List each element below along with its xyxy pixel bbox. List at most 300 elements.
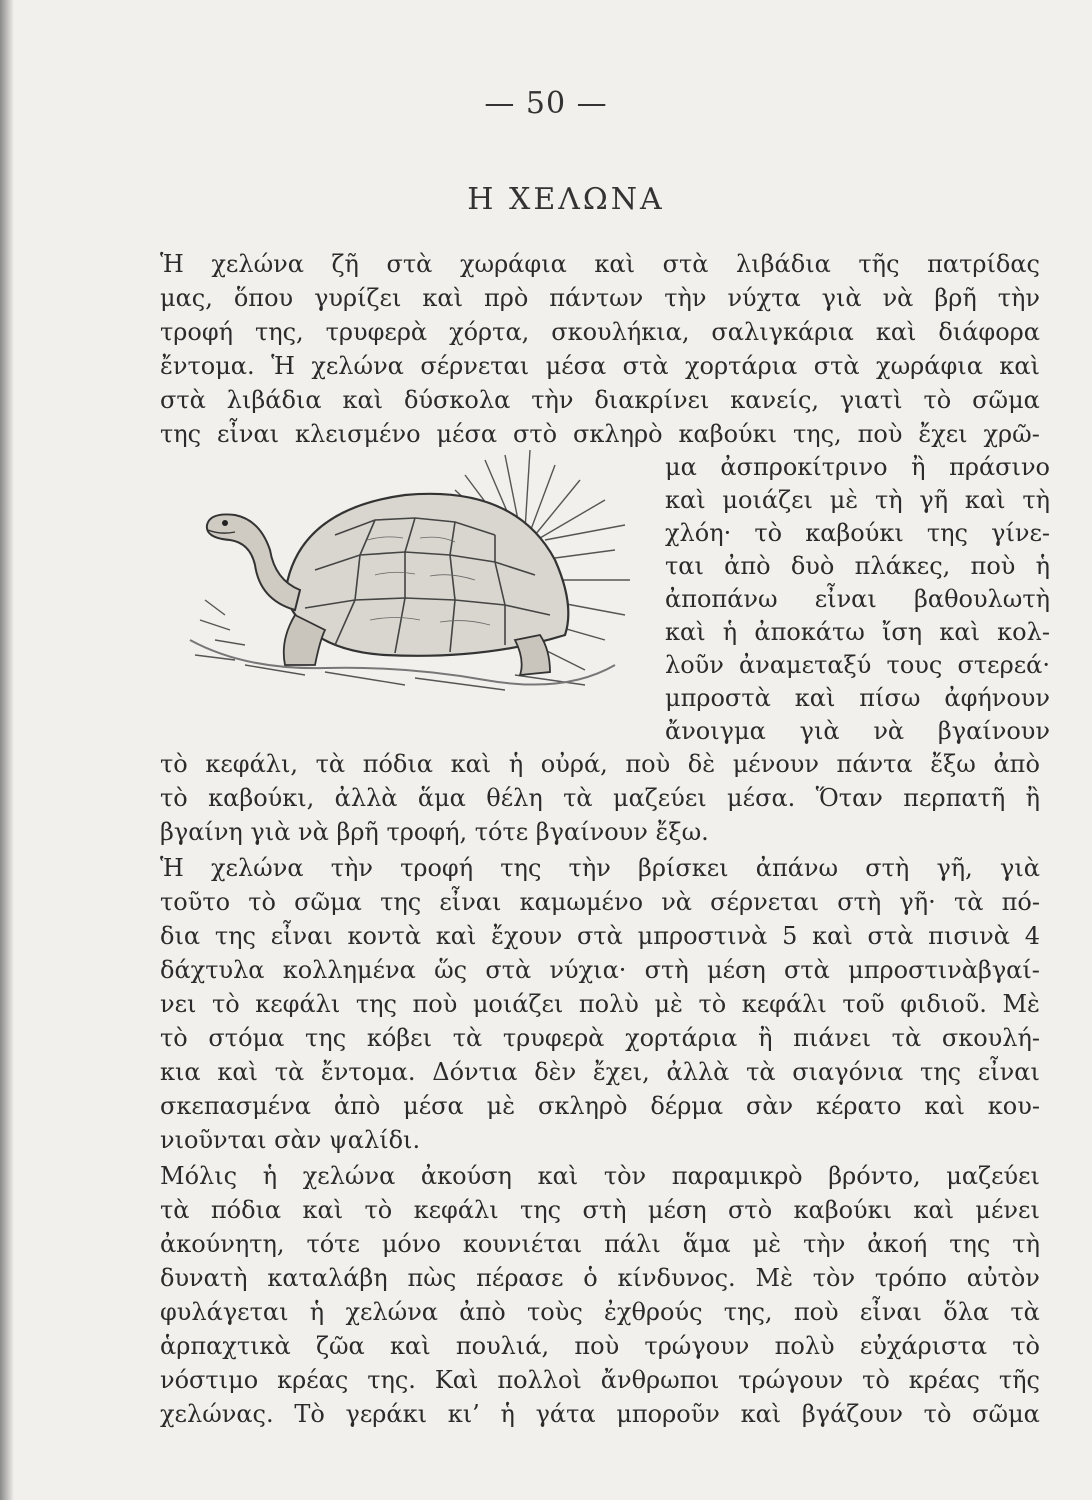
word: τῆς — [858, 250, 900, 278]
word: τροφή — [400, 854, 474, 882]
text-line — [160, 951, 1040, 989]
word: σκληρὸ — [537, 1092, 628, 1120]
word: ἅμα — [682, 1230, 731, 1258]
word: Καὶ — [434, 1366, 479, 1394]
word: Ὅταν — [815, 784, 883, 812]
word: καὶ — [217, 1058, 258, 1086]
word: της — [160, 420, 202, 448]
word: της — [305, 1024, 347, 1052]
word: μόνο — [381, 1230, 441, 1258]
word: ἀφήνουν — [944, 684, 1050, 712]
word: ἔχει — [918, 420, 968, 448]
word: παραμικρὸ — [671, 1162, 803, 1190]
word: τὴν — [997, 284, 1040, 312]
word: στὰ — [622, 352, 669, 380]
word: σῶμα — [294, 888, 362, 916]
word: εἶναι — [217, 420, 280, 448]
word: ἔχουν — [491, 922, 563, 950]
word: νὰ — [882, 284, 914, 312]
word: στὴ — [644, 956, 689, 984]
word: ποὺ — [625, 750, 671, 778]
text-line — [160, 1361, 1040, 1399]
word: θέλη — [486, 784, 543, 812]
word: χελώνα — [210, 854, 304, 882]
word: τὸ — [923, 386, 952, 414]
word: περπατῆ — [903, 784, 1006, 812]
word: τὸ — [160, 1024, 188, 1052]
word: τὰ — [891, 1024, 922, 1052]
word: καβούκι — [678, 420, 778, 448]
word: στὰ — [813, 352, 860, 380]
word: ἡ — [1035, 552, 1050, 580]
word: ποὺ — [574, 1332, 620, 1360]
word: ἀπὸ — [724, 552, 771, 580]
word: μέση — [647, 1196, 707, 1224]
word: δέρμα — [650, 1092, 724, 1120]
word: μὲ — [752, 1230, 782, 1258]
word: της, — [723, 1298, 773, 1326]
word: της, — [254, 318, 304, 346]
word: μπροστινὰ — [637, 922, 768, 950]
word: καὶ — [964, 486, 1006, 514]
word: μένουν — [732, 750, 819, 778]
word: καὶ — [302, 1196, 344, 1224]
word: Μὲ — [755, 1264, 793, 1292]
word: γεράκι — [345, 1400, 428, 1428]
word: αὐτὸν — [966, 1264, 1040, 1292]
word: νει — [160, 990, 197, 1018]
word: τὴ — [874, 486, 903, 514]
word: κεφάλι — [741, 990, 827, 1018]
tortoise-illustration — [185, 440, 650, 695]
word: μέσα — [403, 1092, 464, 1120]
word: καὶ — [435, 922, 477, 950]
word: εἶναι — [977, 1058, 1040, 1086]
word: μέση — [706, 956, 766, 984]
word: της, — [792, 420, 842, 448]
word: στὰ — [784, 956, 830, 984]
word: στὴ — [837, 888, 882, 916]
word: ἅμα — [417, 784, 466, 812]
text-line: βγαίνη γιὰ νὰ βρῆ τροφή, τότε βγαίνουν ἔξω. — [160, 818, 709, 846]
word: στὴ — [865, 854, 910, 882]
text-line — [160, 245, 1040, 283]
word: τὸ — [211, 990, 240, 1018]
word: καὶ — [924, 1092, 965, 1120]
word: καὶ — [794, 684, 836, 712]
word: πάλι — [604, 1230, 661, 1258]
word: βρῆ — [934, 284, 977, 312]
word: ἄνθρωποι — [600, 1366, 720, 1394]
word: τὸ — [698, 990, 727, 1018]
word: τοῦτο — [160, 888, 231, 916]
word: χρῶ- — [983, 420, 1040, 448]
word: ἔντομα. — [320, 1058, 416, 1086]
word: τὸ — [1012, 1332, 1040, 1360]
word: τότε — [306, 1230, 360, 1258]
word: τὸ — [248, 888, 276, 916]
word: κουνιέται — [462, 1230, 583, 1258]
word: βγαίνουν — [937, 717, 1050, 745]
word: ἀκοή — [867, 1230, 928, 1258]
word: κεφάλι — [413, 1196, 499, 1224]
text-line: νιοῦνται σὰν ψαλίδι. — [160, 1126, 421, 1154]
word: τὰ — [452, 1024, 483, 1052]
word: της — [926, 519, 968, 547]
word: δυνατὴ — [160, 1264, 248, 1292]
word: καὶ — [537, 1162, 579, 1190]
word: χελώνα — [302, 1162, 396, 1190]
word: μένει — [975, 1196, 1040, 1224]
word: στὰ — [662, 250, 709, 278]
word: μα — [665, 453, 697, 481]
word: της — [355, 990, 397, 1018]
word: ἀπάνω — [755, 854, 839, 882]
word: στὰ — [386, 250, 433, 278]
word: πουλιά, — [455, 1332, 550, 1360]
word: μποροῦν — [616, 1400, 720, 1428]
word: σῶμα — [972, 386, 1040, 414]
text-line — [160, 883, 1040, 921]
word: μοιάζει — [722, 486, 813, 514]
word: τῆς — [998, 1366, 1040, 1394]
word: γῆ· — [899, 888, 936, 916]
word: τὴν — [803, 1230, 846, 1258]
word: τὸ — [160, 784, 188, 812]
word: τὰ — [160, 1196, 190, 1224]
word: ἀκούνητη, — [160, 1230, 285, 1258]
text-line — [160, 779, 1040, 817]
word: καὶ — [999, 352, 1040, 380]
word: καὶ — [665, 486, 706, 514]
word: καὶ — [422, 284, 463, 312]
word: πολὺ — [774, 1332, 835, 1360]
word: χελώνα — [311, 352, 404, 380]
word: μὲ — [829, 486, 859, 514]
word: λοῦν — [665, 651, 724, 679]
word: μοιάζει — [472, 990, 564, 1018]
word: γῆ — [919, 486, 949, 514]
text-line — [160, 1019, 1040, 1057]
word: γίνε- — [991, 519, 1050, 547]
word: νὰ — [873, 717, 905, 745]
word: γάτα — [535, 1400, 596, 1428]
word: γυρίζει — [314, 284, 402, 312]
word: στερεά· — [957, 651, 1050, 679]
word: της — [214, 922, 256, 950]
word: πράσινο — [949, 453, 1050, 481]
text-line — [160, 313, 1040, 351]
word: ἁρπαχτικὰ — [160, 1332, 291, 1360]
word: εἶναι — [814, 585, 877, 613]
word: τὴν — [531, 386, 574, 414]
word: εὐχάριστα — [859, 1332, 988, 1360]
word: Μόλις — [160, 1162, 238, 1190]
word: τὰ — [274, 1058, 305, 1086]
word: γιὰ — [799, 717, 840, 745]
word: 5 — [782, 922, 798, 950]
word: ἀποκάτω — [754, 618, 865, 646]
head-shape — [207, 514, 300, 610]
word: ἡ — [508, 750, 524, 778]
word: ποὺ — [970, 552, 1016, 580]
word: ἐχθρούς — [604, 1298, 703, 1326]
word: της. — [367, 1366, 416, 1394]
word: ὅλα — [943, 1298, 990, 1326]
word: ἡ — [722, 618, 738, 646]
text-line — [160, 1327, 1040, 1365]
word: τὰ — [746, 1058, 776, 1086]
word: χελώνα — [211, 250, 304, 278]
word: ἔξω — [930, 750, 976, 778]
word: ἢ — [758, 1024, 773, 1052]
word: φυλάγεται — [160, 1298, 289, 1326]
word: χελώνα — [345, 1298, 438, 1326]
word: κια — [160, 1058, 201, 1086]
word: κοντὰ — [347, 922, 422, 950]
word: μὲ — [486, 1092, 516, 1120]
word: σέρνεται — [710, 888, 820, 916]
word: διακρίνει — [594, 386, 710, 414]
chapter-title: Η ΧΕΛΩΝΑ — [467, 182, 665, 217]
word: ἀποπάνω — [665, 585, 778, 613]
word: ἀκούση — [420, 1162, 512, 1190]
word: βρόντο, — [828, 1162, 921, 1190]
word: της — [949, 1230, 991, 1258]
word: στὰ — [160, 386, 206, 414]
word: χωράφια — [459, 250, 567, 278]
word: τὸ — [923, 1400, 952, 1428]
word: κίνδυνος. — [617, 1264, 736, 1292]
word: κρέας — [908, 1366, 980, 1394]
word: δὲν — [534, 1058, 577, 1086]
word: ἢ — [911, 453, 926, 481]
word: Ἡ — [160, 250, 184, 278]
word: στὴ — [582, 1196, 627, 1224]
word: ἄνοιγμα — [665, 717, 766, 745]
word: τρόπο — [874, 1264, 947, 1292]
word: ἢ — [1025, 784, 1040, 812]
word: μέσα — [545, 352, 607, 380]
word: της — [520, 1196, 562, 1224]
word: τὴν — [330, 854, 373, 882]
word: καβούκι — [793, 1196, 893, 1224]
word: καὶ — [812, 922, 853, 950]
word: βγάζουν — [801, 1400, 903, 1428]
word: κέρατο — [815, 1092, 902, 1120]
word: τρυφερὰ — [325, 318, 428, 346]
word: τὸν — [603, 1162, 647, 1190]
word: τὸ — [364, 1196, 393, 1224]
word: κλεισμένο — [295, 420, 421, 448]
word: καβούκι, — [208, 784, 315, 812]
word: ται — [665, 552, 704, 580]
word: εἶναι — [859, 1298, 922, 1326]
word: πολλοὶ — [497, 1366, 582, 1394]
word: της — [919, 1058, 962, 1086]
word: κόβει — [366, 1024, 432, 1052]
word: τοὺς — [527, 1298, 583, 1326]
word: κεφάλι — [255, 990, 341, 1018]
word: γιὰ — [999, 854, 1040, 882]
text-line — [160, 1157, 1040, 1195]
word: τους — [886, 651, 943, 679]
word: πάντα — [836, 750, 913, 778]
word: καὶ — [875, 318, 917, 346]
text-line — [160, 1191, 1040, 1229]
word: ἀλλὰ — [334, 784, 398, 812]
word: τὰ — [563, 784, 593, 812]
word: καὶ — [939, 618, 980, 646]
word: δια — [160, 922, 201, 950]
word: πισινὰ — [928, 922, 1010, 950]
word: μπροστὰ — [665, 684, 771, 712]
word: ποὺ — [793, 1298, 839, 1326]
text-line — [160, 279, 1040, 317]
word: σῶμα — [972, 1400, 1040, 1428]
text-line — [160, 985, 1040, 1023]
word: μαζεύει — [612, 784, 707, 812]
word: κανείς, — [730, 386, 820, 414]
word: νόστιμο — [160, 1366, 259, 1394]
word: σκληρὸ — [573, 420, 663, 448]
word: στὰ — [867, 922, 914, 950]
word: κι’ — [447, 1400, 480, 1428]
word: κεφάλι, — [205, 750, 299, 778]
text-line — [160, 1395, 1040, 1433]
text-line — [160, 381, 1040, 419]
text-line — [160, 917, 1040, 955]
word: πὼς — [407, 1264, 457, 1292]
word: βρίσκει — [637, 854, 729, 882]
word: πολὺ — [578, 990, 639, 1018]
word: ἡ — [262, 1162, 278, 1190]
word: τροφή — [160, 318, 234, 346]
word: ἀπὸ — [459, 1298, 506, 1326]
word: μπροστινὰβγαί- — [848, 956, 1040, 984]
text-line — [160, 1293, 1040, 1331]
word: τὰ — [953, 888, 984, 916]
word: καὶ — [390, 1332, 431, 1360]
word: μὲ — [654, 990, 683, 1018]
word: καὶ — [665, 618, 706, 646]
word: πιάνει — [793, 1024, 871, 1052]
word: καὶ — [594, 250, 636, 278]
word: φιδιοῦ. — [900, 990, 987, 1018]
word: κου- — [987, 1092, 1040, 1120]
word: δὲ — [687, 750, 716, 778]
word: μαζεύει — [946, 1162, 1040, 1190]
word: ἀπὸ — [993, 750, 1040, 778]
word: πίσω — [859, 684, 921, 712]
word: Ἡ — [271, 352, 295, 380]
word: χελώνας. — [160, 1400, 274, 1428]
word: λιβάδια — [736, 250, 831, 278]
text-line — [160, 1259, 1040, 1297]
word: της — [500, 854, 542, 882]
word: κρέας — [277, 1366, 349, 1394]
word: χωράφια — [876, 352, 983, 380]
word: στὰ — [576, 922, 623, 950]
word: τὸ — [754, 519, 783, 547]
word: καβούκι — [805, 519, 904, 547]
word: καμωμένο — [519, 888, 644, 916]
text-line — [160, 1087, 1040, 1125]
word: μέσα — [436, 420, 498, 448]
word: Μὲ — [1002, 990, 1040, 1018]
text-line — [160, 1053, 1040, 1091]
word: γῆ, — [936, 854, 973, 882]
word: πλάκες, — [854, 552, 951, 580]
text-line — [160, 849, 1040, 887]
word: καταλάβη — [267, 1264, 388, 1292]
word: τοῦ — [842, 990, 885, 1018]
word: κολλημένα — [282, 956, 416, 984]
page-number: — 50 — — [484, 86, 608, 121]
word: νύχια· — [549, 956, 627, 984]
word: τὴν — [664, 284, 707, 312]
word: σαλιγκάρια — [711, 318, 854, 346]
word: χόρτα, — [449, 318, 530, 346]
word: ἀναμεταξύ — [739, 651, 872, 679]
word: ἔχει, — [592, 1058, 650, 1086]
word: οὐρά, — [540, 750, 608, 778]
word: στόμα — [208, 1024, 285, 1052]
text-line — [160, 1225, 1040, 1263]
word: λιβάδια — [226, 386, 322, 414]
word: ποὺ — [857, 420, 903, 448]
word: τὸ — [862, 1366, 890, 1394]
word: δύσκολα — [404, 386, 511, 414]
word: στὰ — [485, 956, 532, 984]
word: ἴση — [882, 618, 923, 646]
word: δάχτυλα — [160, 956, 265, 984]
word: βαθουλωτὴ — [913, 585, 1050, 613]
word: στὸ — [513, 420, 558, 448]
word: πόδια — [210, 1196, 282, 1224]
word: πόδια — [362, 750, 433, 778]
word: τὸν — [812, 1264, 856, 1292]
word: τὴν — [568, 854, 611, 882]
word: Δόντια — [432, 1058, 518, 1086]
word: ἀλλὰ — [666, 1058, 730, 1086]
word: κολ- — [997, 618, 1050, 646]
word: νύχτα — [727, 284, 801, 312]
word: γιατὶ — [839, 386, 903, 414]
word: τὴ — [1022, 486, 1050, 514]
word: χλόη· — [665, 519, 732, 547]
word: καὶ — [913, 1196, 955, 1224]
word: ἡ — [500, 1400, 515, 1428]
word: καὶ — [740, 1400, 782, 1428]
word: 4 — [1024, 922, 1040, 950]
word: Ἡ — [160, 854, 184, 882]
word: σιαγόνια — [792, 1058, 904, 1086]
word: πατρίδας — [927, 250, 1040, 278]
word: γιὰ — [821, 284, 862, 312]
word: τρώγουν — [644, 1332, 750, 1360]
word: εἶναι — [270, 922, 333, 950]
word: μέσα. — [727, 784, 796, 812]
word: στὸ — [728, 1196, 773, 1224]
text-line — [160, 347, 1040, 385]
word: πρὸ — [483, 284, 529, 312]
word: ζῆ — [331, 250, 359, 278]
word: σὰν — [745, 1092, 794, 1120]
word: τρώγουν — [738, 1366, 844, 1394]
page-edge-shadow — [0, 0, 14, 1500]
word: ὅπου — [233, 284, 294, 312]
